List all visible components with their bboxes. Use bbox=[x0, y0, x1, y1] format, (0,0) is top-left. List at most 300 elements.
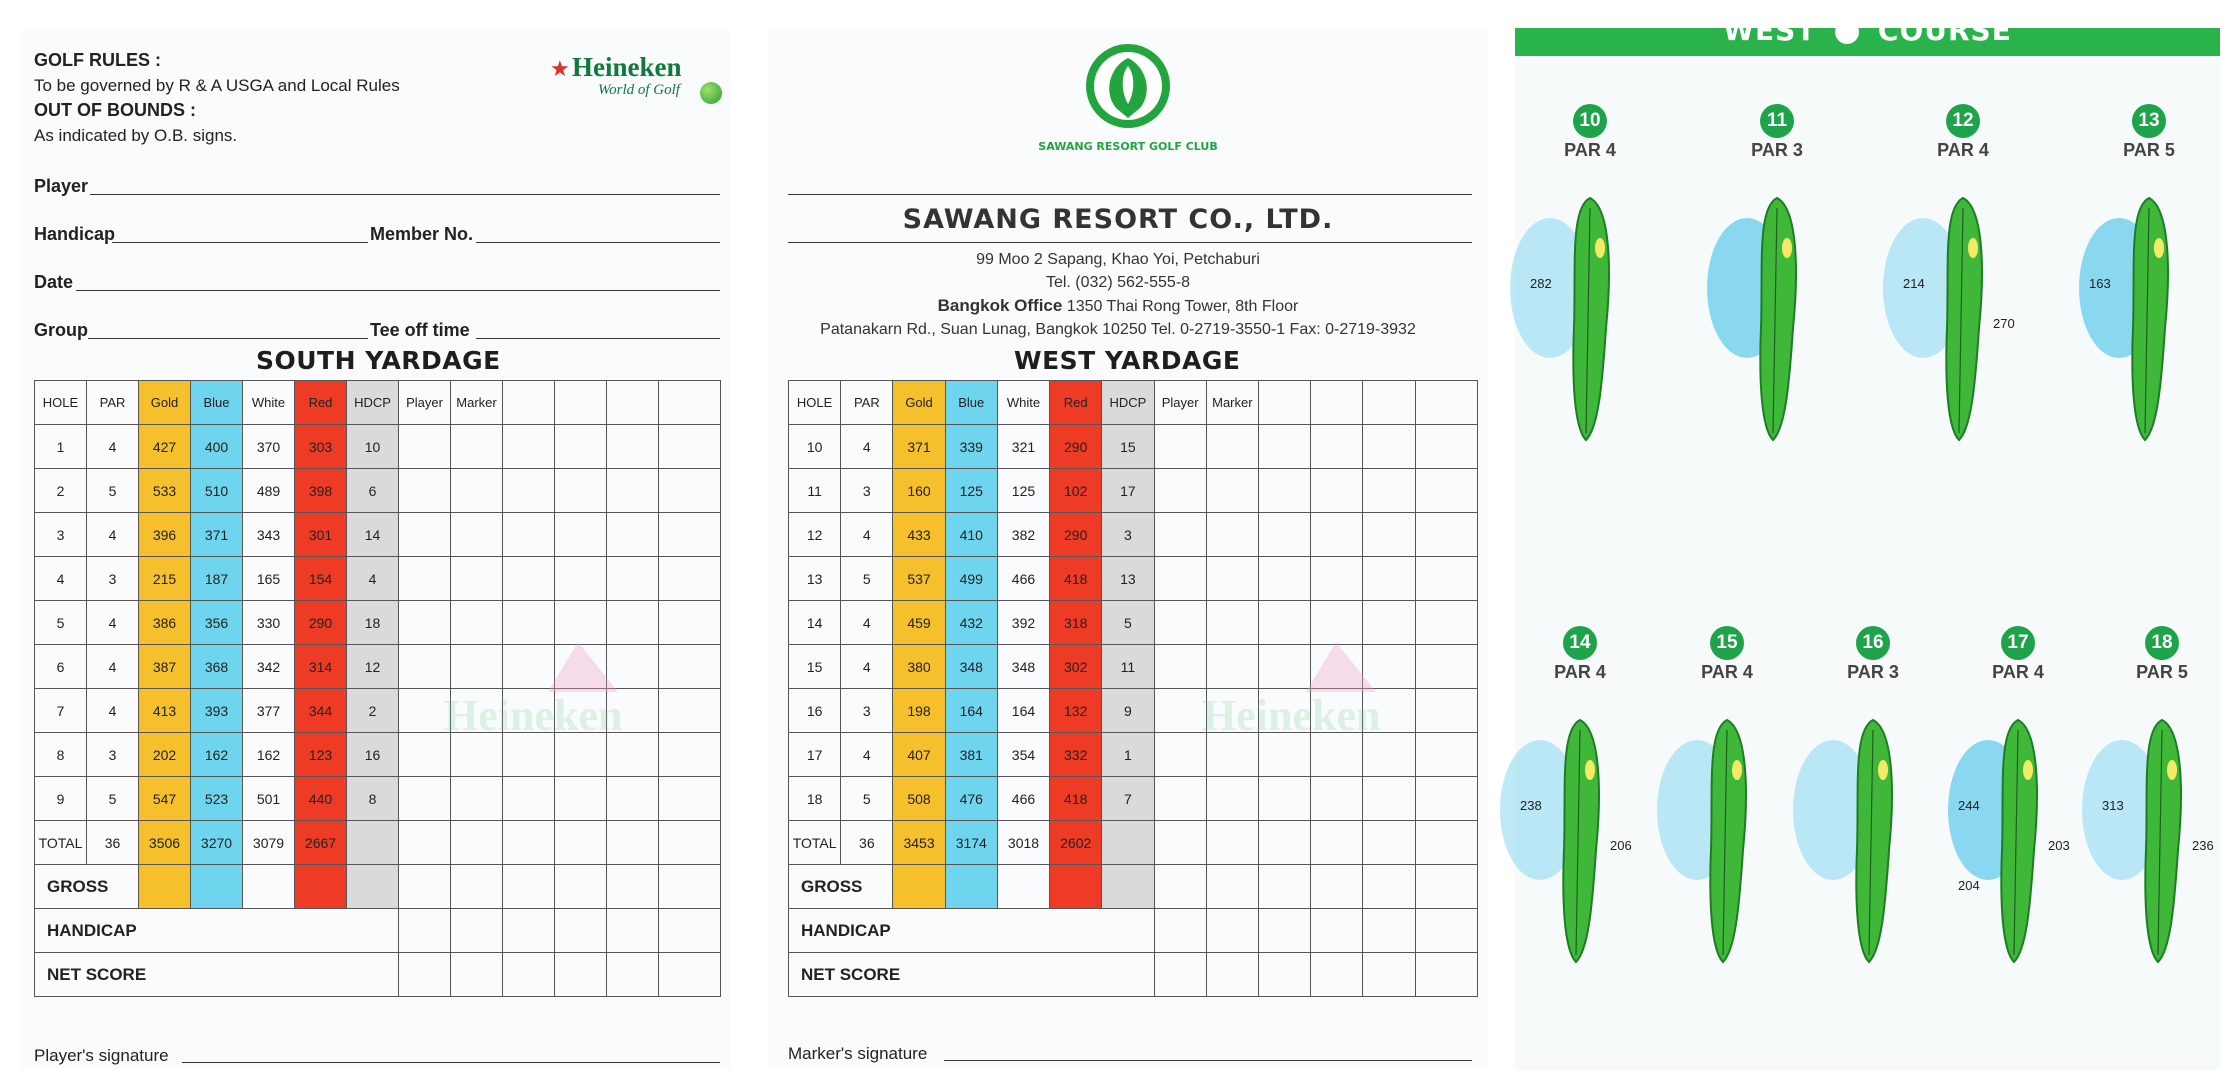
player-line[interactable] bbox=[90, 194, 720, 195]
score-cell[interactable] bbox=[399, 821, 451, 865]
score-cell[interactable] bbox=[399, 557, 451, 601]
score-cell[interactable] bbox=[607, 865, 659, 909]
cell-hole: 5 bbox=[35, 601, 87, 645]
cell-hole: 7 bbox=[35, 689, 87, 733]
score-cell[interactable] bbox=[503, 821, 555, 865]
gross-cell[interactable] bbox=[191, 865, 243, 909]
hole-par-label: PAR 4 bbox=[1564, 140, 1616, 160]
cell-hdcp bbox=[347, 821, 399, 865]
score-cell[interactable] bbox=[607, 821, 659, 865]
cell-red: 132 bbox=[1050, 689, 1102, 733]
score-cell[interactable] bbox=[659, 645, 721, 689]
sponsor-subtitle: World of Golf bbox=[598, 82, 680, 98]
score-cell[interactable] bbox=[1258, 469, 1310, 513]
score-cell[interactable] bbox=[1415, 821, 1477, 865]
cell-blue: 476 bbox=[945, 777, 997, 821]
score-cell[interactable] bbox=[399, 777, 451, 821]
table-row bbox=[35, 425, 721, 469]
column-header: Red bbox=[1050, 381, 1102, 425]
distance-label: 238 bbox=[1520, 798, 1542, 813]
score-cell[interactable] bbox=[451, 601, 503, 645]
score-cell[interactable] bbox=[555, 469, 607, 513]
hole-number-badge: 18 bbox=[2145, 626, 2179, 660]
member-label: Member No. bbox=[370, 224, 474, 244]
cell-hdcp: 3 bbox=[1102, 513, 1154, 557]
score-cell[interactable] bbox=[1363, 601, 1415, 645]
score-cell[interactable] bbox=[503, 557, 555, 601]
cell-hole: 8 bbox=[35, 733, 87, 777]
score-cell[interactable] bbox=[451, 469, 503, 513]
column-header: White bbox=[997, 381, 1049, 425]
score-cell[interactable] bbox=[451, 953, 503, 997]
cell-hdcp: 5 bbox=[1102, 601, 1154, 645]
cell-white: 377 bbox=[243, 689, 295, 733]
score-cell[interactable] bbox=[1415, 513, 1477, 557]
office-text: 1350 Thai Rong Tower, 8th Floor bbox=[1066, 298, 1299, 315]
cell-blue: 3174 bbox=[945, 821, 997, 865]
cell-hdcp: 16 bbox=[347, 733, 399, 777]
company-name: SAWANG RESORT CO., LTD. bbox=[902, 204, 1334, 235]
score-cell[interactable] bbox=[659, 777, 721, 821]
score-cell[interactable] bbox=[1363, 469, 1415, 513]
cell-gold: 459 bbox=[893, 601, 945, 645]
score-cell[interactable] bbox=[659, 557, 721, 601]
address-line-4: Patanakarn Rd., Suan Lunag, Bangkok 10250 Tel. 0-2719-3550-1 Fax: 0-2719-3932 bbox=[820, 321, 1416, 338]
score-cell[interactable] bbox=[1154, 909, 1206, 953]
handicap-label: Handicap bbox=[34, 224, 116, 244]
w-badge-icon bbox=[1835, 20, 1859, 44]
score-cell[interactable] bbox=[659, 733, 721, 777]
score-cell[interactable] bbox=[1363, 821, 1415, 865]
score-cell[interactable] bbox=[451, 645, 503, 689]
score-cell[interactable] bbox=[1363, 425, 1415, 469]
score-cell[interactable] bbox=[1154, 865, 1206, 909]
score-cell[interactable] bbox=[607, 513, 659, 557]
cell-hdcp: 7 bbox=[1102, 777, 1154, 821]
score-cell[interactable] bbox=[399, 513, 451, 557]
table-row bbox=[35, 601, 721, 645]
cell-par: 4 bbox=[841, 425, 893, 469]
score-cell[interactable] bbox=[1206, 821, 1258, 865]
hole-par-label: PAR 5 bbox=[2123, 140, 2175, 160]
cell-hole: 9 bbox=[35, 777, 87, 821]
cell-hole: 1 bbox=[35, 425, 87, 469]
cell-hdcp: 10 bbox=[347, 425, 399, 469]
cell-red: 290 bbox=[295, 601, 347, 645]
date-line[interactable] bbox=[76, 290, 720, 291]
cell-hole: 15 bbox=[789, 645, 841, 689]
score-cell[interactable] bbox=[1206, 469, 1258, 513]
cell-hdcp bbox=[1102, 821, 1154, 865]
score-cell[interactable] bbox=[503, 865, 555, 909]
cell-gold: 547 bbox=[139, 777, 191, 821]
distance-label: 203 bbox=[2048, 838, 2070, 853]
score-cell[interactable] bbox=[399, 865, 451, 909]
score-cell[interactable] bbox=[1258, 953, 1310, 997]
cell-blue: 381 bbox=[945, 733, 997, 777]
rules-title: GOLF RULES : bbox=[34, 50, 161, 70]
score-cell[interactable] bbox=[503, 601, 555, 645]
cell-gold: 386 bbox=[139, 601, 191, 645]
score-cell[interactable] bbox=[1311, 909, 1363, 953]
cell-par: 3 bbox=[87, 733, 139, 777]
score-cell[interactable] bbox=[555, 601, 607, 645]
course-title bbox=[1515, 14, 2220, 47]
score-cell[interactable] bbox=[503, 425, 555, 469]
score-cell[interactable] bbox=[1311, 425, 1363, 469]
back-nine-scorecard bbox=[768, 30, 1488, 1070]
table-row bbox=[789, 513, 1478, 557]
score-cell[interactable] bbox=[1154, 821, 1206, 865]
score-cell[interactable] bbox=[555, 425, 607, 469]
score-cell[interactable] bbox=[451, 777, 503, 821]
score-cell[interactable] bbox=[1311, 821, 1363, 865]
cell-par: 4 bbox=[841, 733, 893, 777]
score-cell[interactable] bbox=[1363, 557, 1415, 601]
score-cell[interactable] bbox=[1258, 557, 1310, 601]
table-row bbox=[789, 425, 1478, 469]
score-cell[interactable] bbox=[607, 909, 659, 953]
score-cell[interactable] bbox=[1415, 601, 1477, 645]
score-cell[interactable] bbox=[607, 601, 659, 645]
score-cell[interactable] bbox=[1154, 645, 1206, 689]
cell-hdcp: 11 bbox=[1102, 645, 1154, 689]
score-cell[interactable] bbox=[659, 469, 721, 513]
score-cell[interactable] bbox=[451, 425, 503, 469]
score-cell[interactable] bbox=[659, 865, 721, 909]
score-cell[interactable] bbox=[1311, 865, 1363, 909]
score-cell[interactable] bbox=[1258, 777, 1310, 821]
cell-blue: 164 bbox=[945, 689, 997, 733]
cell-hdcp: 9 bbox=[1102, 689, 1154, 733]
cell-white: 321 bbox=[997, 425, 1049, 469]
score-cell[interactable] bbox=[1415, 733, 1477, 777]
score-cell[interactable] bbox=[451, 513, 503, 557]
score-cell[interactable] bbox=[1154, 469, 1206, 513]
cell-hole: 17 bbox=[789, 733, 841, 777]
gross-label: GROSS bbox=[789, 865, 893, 909]
cell-blue: 187 bbox=[191, 557, 243, 601]
cell-white: 125 bbox=[997, 469, 1049, 513]
score-cell[interactable] bbox=[555, 777, 607, 821]
score-cell[interactable] bbox=[607, 425, 659, 469]
cell-white: 382 bbox=[997, 513, 1049, 557]
score-cell[interactable] bbox=[451, 865, 503, 909]
score-cell[interactable] bbox=[503, 645, 555, 689]
score-cell[interactable] bbox=[1206, 513, 1258, 557]
gross-cell[interactable] bbox=[295, 865, 347, 909]
score-cell[interactable] bbox=[1415, 425, 1477, 469]
score-cell[interactable] bbox=[399, 469, 451, 513]
gross-cell[interactable] bbox=[1050, 865, 1102, 909]
score-cell[interactable] bbox=[659, 425, 721, 469]
score-cell[interactable] bbox=[1206, 953, 1258, 997]
score-cell[interactable] bbox=[1154, 425, 1206, 469]
column-header: PAR bbox=[841, 381, 893, 425]
hole-diagram bbox=[1510, 700, 1650, 980]
score-cell[interactable] bbox=[607, 557, 659, 601]
score-cell[interactable] bbox=[555, 909, 607, 953]
column-header bbox=[1415, 381, 1477, 425]
score-cell[interactable] bbox=[659, 953, 721, 997]
column-header: Gold bbox=[139, 381, 191, 425]
column-header: Red bbox=[295, 381, 347, 425]
score-cell[interactable] bbox=[503, 953, 555, 997]
cell-blue: 499 bbox=[945, 557, 997, 601]
score-cell[interactable] bbox=[1415, 689, 1477, 733]
hole-par-label: PAR 3 bbox=[1751, 140, 1803, 160]
cell-gold: 427 bbox=[139, 425, 191, 469]
score-cell[interactable] bbox=[1363, 909, 1415, 953]
distance-label: 282 bbox=[1530, 276, 1552, 291]
player-signature-label: Player's signature bbox=[34, 1046, 169, 1065]
score-cell[interactable] bbox=[1154, 689, 1206, 733]
cell-gold: 3506 bbox=[139, 821, 191, 865]
gross-cell[interactable] bbox=[997, 865, 1049, 909]
cell-hdcp: 14 bbox=[347, 513, 399, 557]
column-header: HDCP bbox=[347, 381, 399, 425]
cell-white: 370 bbox=[243, 425, 295, 469]
score-cell[interactable] bbox=[1154, 777, 1206, 821]
score-cell[interactable] bbox=[1206, 865, 1258, 909]
score-cell[interactable] bbox=[1258, 513, 1310, 557]
score-cell[interactable] bbox=[1206, 557, 1258, 601]
hole-number-badge: 15 bbox=[1710, 626, 1744, 660]
score-cell[interactable] bbox=[555, 865, 607, 909]
net-row bbox=[35, 953, 721, 997]
score-cell[interactable] bbox=[1206, 777, 1258, 821]
score-cell[interactable] bbox=[1363, 953, 1415, 997]
hole-number-badge: 11 bbox=[1760, 104, 1794, 138]
cell-hole: TOTAL bbox=[789, 821, 841, 865]
score-cell[interactable] bbox=[1258, 425, 1310, 469]
cell-white: 392 bbox=[997, 601, 1049, 645]
distance-label: 236 bbox=[2192, 838, 2214, 853]
gross-cell[interactable] bbox=[893, 865, 945, 909]
score-cell[interactable] bbox=[1311, 513, 1363, 557]
score-cell[interactable] bbox=[1363, 865, 1415, 909]
score-cell[interactable] bbox=[451, 821, 503, 865]
score-cell[interactable] bbox=[1154, 733, 1206, 777]
score-cell[interactable] bbox=[399, 689, 451, 733]
cell-gold: 537 bbox=[893, 557, 945, 601]
score-cell[interactable] bbox=[1154, 557, 1206, 601]
cell-white: 348 bbox=[997, 645, 1049, 689]
cell-hdcp: 17 bbox=[1102, 469, 1154, 513]
score-cell[interactable] bbox=[451, 909, 503, 953]
score-cell[interactable] bbox=[1415, 865, 1477, 909]
west-yardage-title: WEST YARDAGE bbox=[1014, 346, 1241, 375]
distance-label: 244 bbox=[1958, 798, 1980, 813]
score-cell[interactable] bbox=[399, 601, 451, 645]
group-line[interactable] bbox=[88, 338, 368, 339]
column-header: White bbox=[243, 381, 295, 425]
cell-blue: 410 bbox=[945, 513, 997, 557]
column-header bbox=[607, 381, 659, 425]
distance-label: 270 bbox=[1993, 316, 2015, 331]
cell-white: 330 bbox=[243, 601, 295, 645]
oob-title: OUT OF BOUNDS : bbox=[34, 100, 196, 120]
score-cell[interactable] bbox=[1154, 953, 1206, 997]
table-row bbox=[789, 601, 1478, 645]
score-cell[interactable] bbox=[555, 821, 607, 865]
gross-cell[interactable] bbox=[243, 865, 295, 909]
cell-par: 4 bbox=[87, 601, 139, 645]
cell-gold: 202 bbox=[139, 733, 191, 777]
flag-icon bbox=[1306, 642, 1376, 692]
cell-par: 4 bbox=[87, 689, 139, 733]
score-cell[interactable] bbox=[607, 777, 659, 821]
cell-white: 489 bbox=[243, 469, 295, 513]
score-cell[interactable] bbox=[659, 601, 721, 645]
score-cell[interactable] bbox=[1258, 645, 1310, 689]
score-cell[interactable] bbox=[1258, 909, 1310, 953]
gross-label: GROSS bbox=[35, 865, 139, 909]
table-row bbox=[35, 513, 721, 557]
score-cell[interactable] bbox=[399, 425, 451, 469]
address-line-3 bbox=[768, 294, 1468, 318]
cell-par: 4 bbox=[841, 601, 893, 645]
hole-number-badge: 12 bbox=[1946, 104, 1980, 138]
score-cell[interactable] bbox=[503, 469, 555, 513]
cell-white: 165 bbox=[243, 557, 295, 601]
cell-red: 303 bbox=[295, 425, 347, 469]
header-row bbox=[35, 381, 721, 425]
gross-cell[interactable] bbox=[347, 865, 399, 909]
cell-par: 4 bbox=[87, 513, 139, 557]
score-cell[interactable] bbox=[1206, 425, 1258, 469]
score-cell[interactable] bbox=[659, 689, 721, 733]
score-cell[interactable] bbox=[1206, 909, 1258, 953]
column-header: Player bbox=[399, 381, 451, 425]
score-cell[interactable] bbox=[1258, 865, 1310, 909]
course-title-bar bbox=[1515, 14, 2220, 56]
teeoff-line[interactable] bbox=[476, 338, 720, 339]
cell-blue: 400 bbox=[191, 425, 243, 469]
score-cell[interactable] bbox=[659, 513, 721, 557]
cell-gold: 380 bbox=[893, 645, 945, 689]
score-cell[interactable] bbox=[503, 777, 555, 821]
flag-icon bbox=[548, 642, 618, 692]
cell-blue: 162 bbox=[191, 733, 243, 777]
score-cell[interactable] bbox=[399, 953, 451, 997]
cell-white: 343 bbox=[243, 513, 295, 557]
score-cell[interactable] bbox=[1415, 909, 1477, 953]
distance-label: 313 bbox=[2102, 798, 2124, 813]
cell-hole: 11 bbox=[789, 469, 841, 513]
score-cell[interactable] bbox=[1415, 645, 1477, 689]
score-cell[interactable] bbox=[555, 513, 607, 557]
handicap-line[interactable] bbox=[112, 242, 368, 243]
cell-white: 3018 bbox=[997, 821, 1049, 865]
score-cell[interactable] bbox=[503, 909, 555, 953]
cell-blue: 125 bbox=[945, 469, 997, 513]
cell-hole: 14 bbox=[789, 601, 841, 645]
cell-par: 3 bbox=[87, 557, 139, 601]
score-cell[interactable] bbox=[555, 953, 607, 997]
oob-text: As indicated by O.B. signs. bbox=[34, 126, 238, 145]
player-signature-line[interactable] bbox=[182, 1062, 720, 1063]
watermark: Heineken bbox=[444, 691, 623, 740]
net-label: NET SCORE bbox=[35, 953, 399, 997]
cell-hdcp: 2 bbox=[347, 689, 399, 733]
score-cell[interactable] bbox=[1311, 469, 1363, 513]
score-cell[interactable] bbox=[555, 557, 607, 601]
hole-number-badge: 14 bbox=[1563, 626, 1597, 660]
star-icon: ★ bbox=[550, 56, 570, 81]
score-cell[interactable] bbox=[399, 909, 451, 953]
score-cell[interactable] bbox=[1258, 821, 1310, 865]
cell-hdcp: 4 bbox=[347, 557, 399, 601]
score-cell[interactable] bbox=[1311, 777, 1363, 821]
score-cell[interactable] bbox=[1154, 601, 1206, 645]
score-cell[interactable] bbox=[1311, 557, 1363, 601]
golf-ball-icon bbox=[700, 82, 722, 104]
marker-signature-line[interactable] bbox=[944, 1060, 1472, 1061]
cell-hdcp: 18 bbox=[347, 601, 399, 645]
cell-red: 2602 bbox=[1050, 821, 1102, 865]
column-header: HOLE bbox=[35, 381, 87, 425]
score-cell[interactable] bbox=[1206, 645, 1258, 689]
score-cell[interactable] bbox=[659, 909, 721, 953]
column-header: HOLE bbox=[789, 381, 841, 425]
score-cell[interactable] bbox=[1154, 513, 1206, 557]
member-line[interactable] bbox=[476, 242, 720, 243]
score-cell[interactable] bbox=[1415, 469, 1477, 513]
score-cell[interactable] bbox=[1363, 777, 1415, 821]
column-header bbox=[555, 381, 607, 425]
table-row bbox=[789, 469, 1478, 513]
score-cell[interactable] bbox=[503, 513, 555, 557]
score-cell[interactable] bbox=[399, 645, 451, 689]
hole-number-badge: 17 bbox=[2001, 626, 2035, 660]
score-cell[interactable] bbox=[1415, 953, 1477, 997]
score-cell[interactable] bbox=[1415, 777, 1477, 821]
score-cell[interactable] bbox=[1258, 601, 1310, 645]
score-cell[interactable] bbox=[607, 953, 659, 997]
cell-hdcp: 1 bbox=[1102, 733, 1154, 777]
score-cell[interactable] bbox=[1415, 557, 1477, 601]
cell-hdcp: 13 bbox=[1102, 557, 1154, 601]
hole-number-badge: 13 bbox=[2132, 104, 2166, 138]
hole-diagram bbox=[2092, 700, 2232, 980]
distance-label: 204 bbox=[1958, 878, 1980, 893]
cell-white: 354 bbox=[997, 733, 1049, 777]
score-cell[interactable] bbox=[1311, 601, 1363, 645]
score-cell[interactable] bbox=[1311, 953, 1363, 997]
sawang-club-logo bbox=[1038, 38, 1218, 158]
score-cell[interactable] bbox=[1363, 513, 1415, 557]
gross-cell[interactable] bbox=[1102, 865, 1154, 909]
gross-cell[interactable] bbox=[139, 865, 191, 909]
cell-gold: 508 bbox=[893, 777, 945, 821]
cell-gold: 160 bbox=[893, 469, 945, 513]
score-cell[interactable] bbox=[451, 557, 503, 601]
date-label: Date bbox=[34, 272, 74, 292]
cell-par: 4 bbox=[87, 645, 139, 689]
cell-red: 290 bbox=[1050, 513, 1102, 557]
column-header: HDCP bbox=[1102, 381, 1154, 425]
score-cell[interactable] bbox=[659, 821, 721, 865]
score-cell[interactable] bbox=[607, 469, 659, 513]
score-cell[interactable] bbox=[1206, 601, 1258, 645]
score-cell[interactable] bbox=[399, 733, 451, 777]
distance-label: 214 bbox=[1903, 276, 1925, 291]
watermark: Heineken bbox=[1202, 691, 1381, 740]
cell-red: 418 bbox=[1050, 777, 1102, 821]
gross-cell[interactable] bbox=[945, 865, 997, 909]
cell-par: 4 bbox=[841, 513, 893, 557]
